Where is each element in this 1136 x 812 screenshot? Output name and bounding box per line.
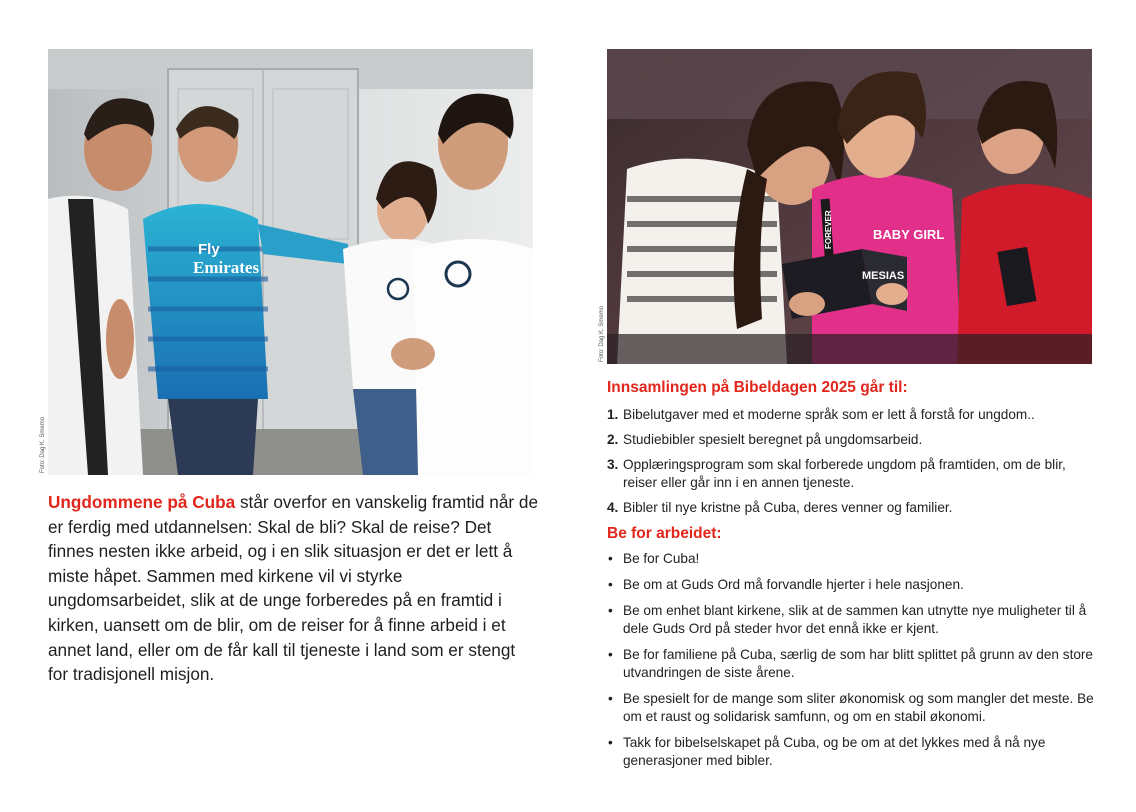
shirt-text-baby-girl: BABY GIRL xyxy=(873,227,945,242)
strap-text-forever: FOREVER xyxy=(824,210,833,249)
bullet-icon: • xyxy=(608,691,613,706)
collection-heading: Innsamlingen på Bibeldagen 2025 går til: xyxy=(607,379,908,396)
bullet-icon: • xyxy=(608,735,613,750)
jersey-text-emirates: Emirates xyxy=(193,258,260,277)
item-number: 1. xyxy=(607,407,619,422)
item-text: Be spesielt for de mange som sliter økonomisk og som mangler det meste. Be om et raust og solidarisk samfunn, og om en stabil økonomi. xyxy=(623,691,1094,724)
list-item xyxy=(607,456,1097,492)
item-text: Be om at Guds Ord må forvandle hjerter i hele nasjonen. xyxy=(623,577,964,592)
item-text: Be for Cuba! xyxy=(623,551,700,566)
item-text: Bibler til nye kristne på Cuba, deres venner og familier. xyxy=(623,500,953,515)
list-item xyxy=(607,602,1097,638)
photo-credit-right: Foto: Dag K. Smemo xyxy=(599,305,605,362)
bullet-icon: • xyxy=(608,577,613,592)
list-item xyxy=(607,499,1097,517)
photo-youth-group xyxy=(48,49,533,475)
item-number: 4. xyxy=(607,500,619,515)
item-text: Opplæringsprogram som skal forberede ungdom på framtiden, om de blir, reiser eller går inn i en annen tjeneste. xyxy=(623,457,1066,490)
book-text-mesias: MESIAS xyxy=(862,270,905,282)
intro-body: står overfor en vanskelig framtid når de er ferdig med utdannelsen: Skal de bli? Skal de reise? Det finnes nesten ikke arbeid, og i en slik situasjon er det er lett å miste håpet. Sammen med kirkene vil vi styrke ungdomsarbeidet, slik at de unge forberedes på en framtid i kirken, uansett om de blir, om de reiser for å finne arbeid i et annet land, eller om de får kall til tjeneste i land som er stengt for tradisjonell misjon. xyxy=(48,492,539,685)
item-text: Be om enhet blant kirkene, slik at de sammen kan utnytte nye muligheter til å dele Guds Ord på steder hvor det ennå ikke er kjent. xyxy=(623,603,1087,636)
list-item xyxy=(607,431,1097,449)
bullet-icon: • xyxy=(608,551,613,566)
bullet-icon: • xyxy=(608,603,613,618)
list-item xyxy=(607,734,1097,770)
item-text: Bibelutgaver med et moderne språk som er lett å forstå for ungdom.. xyxy=(623,407,1035,422)
collection-list xyxy=(607,406,1097,517)
jersey-text-fly: Fly xyxy=(198,241,220,258)
intro-lead: Ungdommene på Cuba xyxy=(48,492,236,512)
list-item xyxy=(607,690,1097,726)
intro-paragraph xyxy=(48,490,538,687)
right-column xyxy=(607,378,1097,778)
list-item xyxy=(607,646,1097,682)
list-item xyxy=(607,576,1097,594)
item-text: Be for familiene på Cuba, særlig de som har blitt splittet på grunn av den store utvandringen de siste årene. xyxy=(623,647,1093,680)
list-item xyxy=(607,406,1097,424)
prayer-list xyxy=(607,550,1097,770)
list-item xyxy=(607,550,1097,568)
photo-youth-group-illustration xyxy=(48,49,533,475)
bullet-icon: • xyxy=(608,647,613,662)
item-text: Takk for bibelselskapet på Cuba, og be om at det lykkes med å nå nye generasjoner med bibler. xyxy=(623,735,1046,768)
item-number: 2. xyxy=(607,432,619,447)
photo-credit-left: Foto: Dag K. Smemo xyxy=(40,416,46,473)
photo-girls-reading xyxy=(607,49,1092,364)
item-text: Studiebibler spesielt beregnet på ungdomsarbeid. xyxy=(623,432,923,447)
photo-girls-reading-illustration xyxy=(607,49,1092,364)
prayer-heading: Be for arbeidet: xyxy=(607,525,722,542)
item-number: 3. xyxy=(607,457,619,472)
